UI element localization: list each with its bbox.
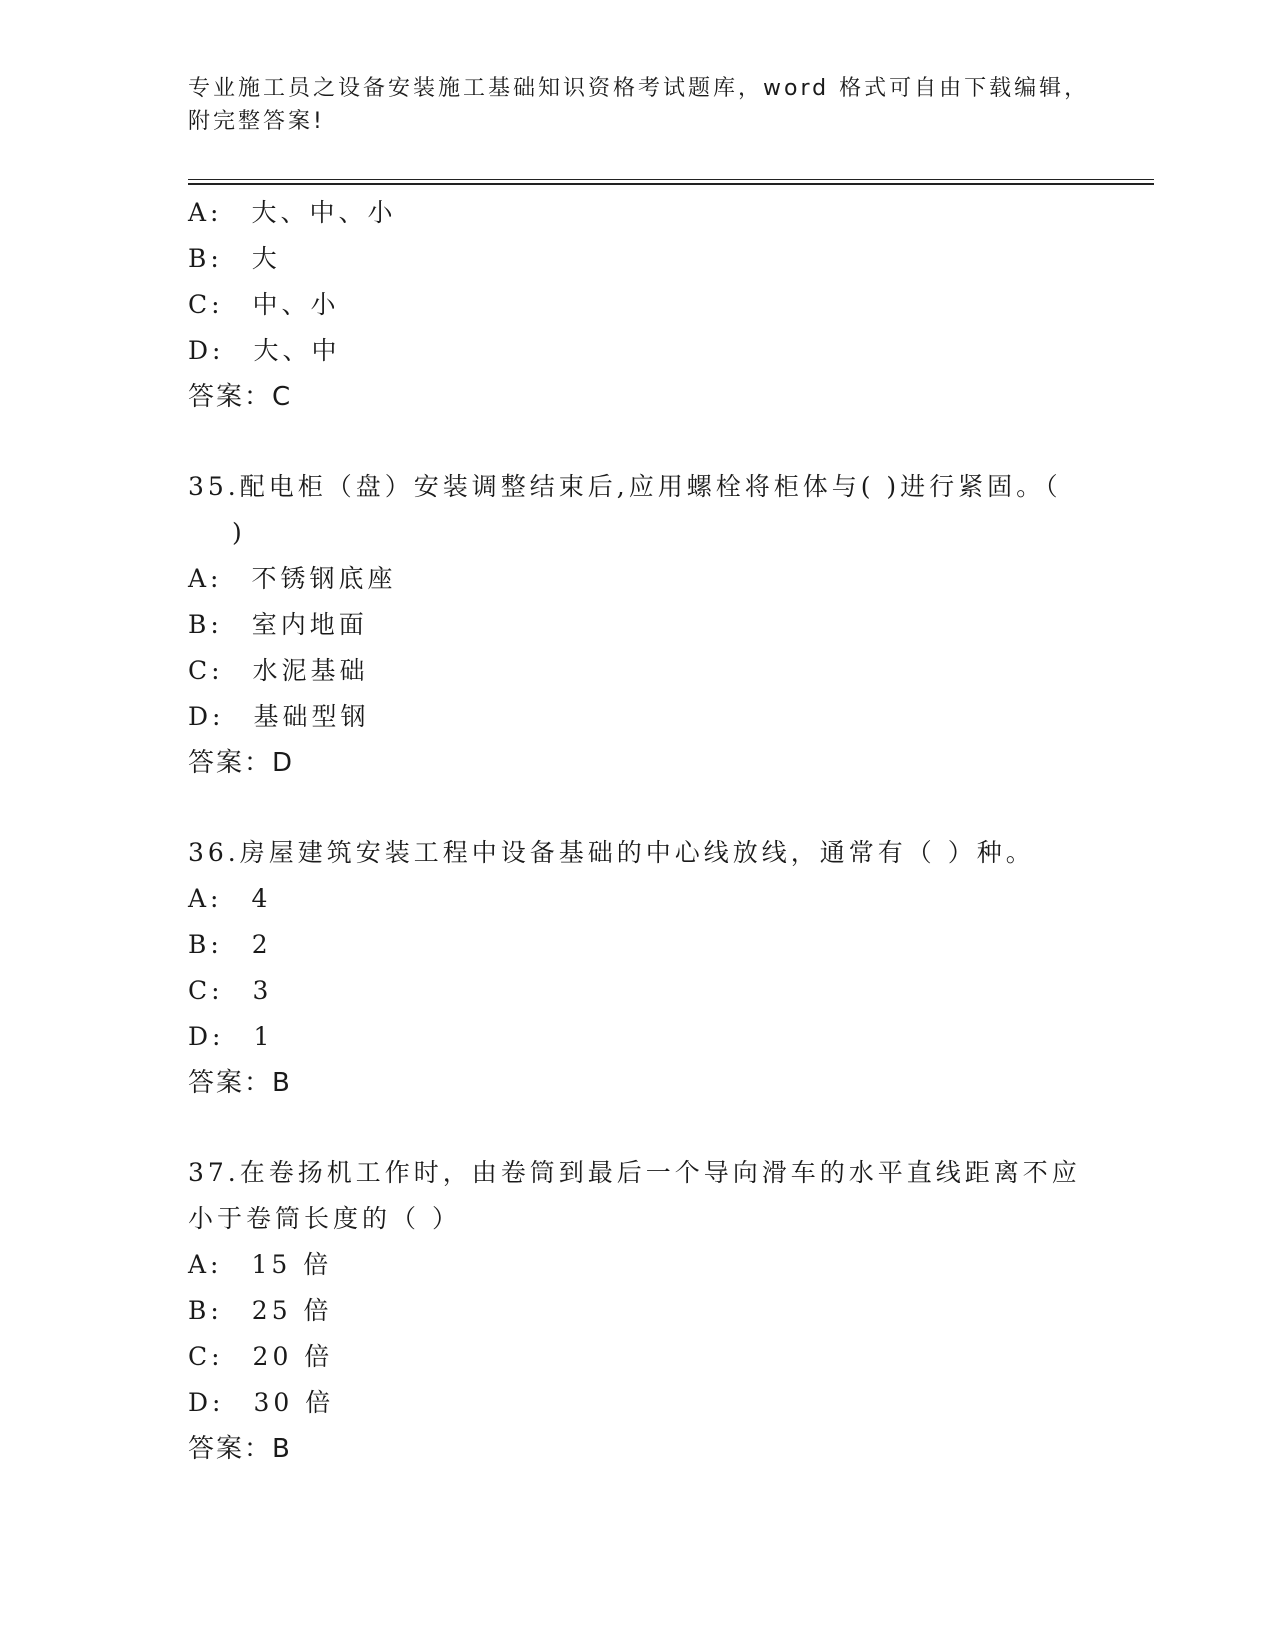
- option-b: B: 2: [188, 930, 272, 959]
- header-divider-thin: [188, 179, 1154, 180]
- option-c: C: 中、小: [188, 290, 340, 319]
- option-d: D: 大、中: [188, 336, 341, 365]
- question-37-text: 37.在卷扬机工作时，由卷筒到最后一个导向滑车的水平直线距离不应: [188, 1158, 1081, 1187]
- option-b: B: 25 倍: [188, 1296, 333, 1325]
- header-line-2: 附完整答案!: [188, 109, 325, 134]
- option-d: D: 基础型钢: [188, 702, 370, 731]
- question-35-block: [188, 464, 1088, 786]
- prev-question-block: [188, 190, 1088, 420]
- answer-line: 答案：B: [188, 1068, 292, 1098]
- question-37-block: [188, 1150, 1088, 1472]
- document-header: [188, 72, 1088, 138]
- question-36-block: [188, 830, 1088, 1106]
- question-35-text-cont: ): [232, 518, 246, 547]
- question-35-text: 35.配电柜（盘）安装调整结束后,应用螺栓将柜体与( )进行紧固。（: [188, 472, 1062, 501]
- option-b: B: 大: [188, 244, 281, 273]
- answer-line: 答案：D: [188, 748, 295, 778]
- answer-line: 答案：C: [188, 382, 293, 412]
- option-b: B: 室内地面: [188, 610, 368, 639]
- option-c: C: 3: [188, 976, 273, 1005]
- option-a: A: 不锈钢底座: [188, 564, 397, 593]
- answer-line: 答案：B: [188, 1434, 292, 1464]
- option-c: C: 20 倍: [188, 1342, 334, 1371]
- question-37-text-cont: 小于卷筒长度的（ ）: [188, 1204, 461, 1233]
- question-36-text: 36.房屋建筑安装工程中设备基础的中心线放线，通常有（ ）种。: [188, 838, 1035, 867]
- option-d: D: 1: [188, 1022, 274, 1051]
- question-list: [188, 190, 1088, 1472]
- option-c: C: 水泥基础: [188, 656, 369, 685]
- header-divider-thick: [188, 183, 1154, 185]
- option-a: A: 4: [188, 884, 272, 913]
- option-a: A: 15 倍: [188, 1250, 333, 1279]
- header-line-1: 专业施工员之设备安装施工基础知识资格考试题库，word 格式可自由下载编辑，: [188, 76, 1090, 101]
- option-a: A: 大、中、小: [188, 198, 397, 227]
- option-d: D: 30 倍: [188, 1388, 335, 1417]
